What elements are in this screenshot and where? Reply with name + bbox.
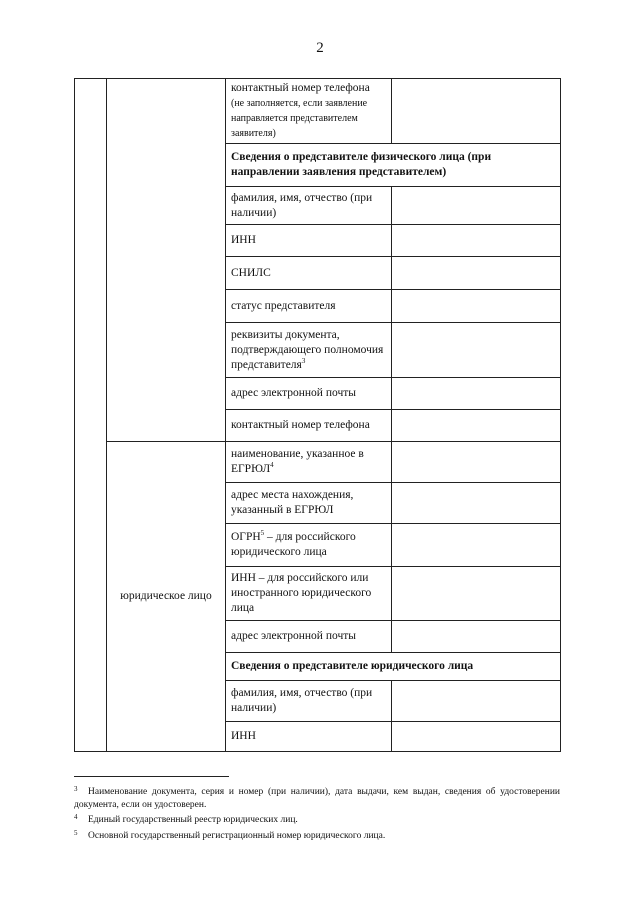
legal-email-label: адрес электронной почты [226,621,392,653]
footnote-5: 5 Основной государственный регистрационный номер юридического лица. [74,828,386,841]
legal-email-value[interactable] [392,621,561,653]
footnote-3: 3 Наименование документа, серия и номер (при наличии), дата выдачи, кем выдан, сведения об удостоверении документа, если он удостоверен. [74,785,560,810]
legal-rep-inn-value[interactable] [392,722,561,752]
application-form-table [74,78,561,752]
legal-representative-section-header: Сведения о представителе юридического лица [226,653,561,681]
footnotes [74,783,560,842]
rep-phone-value[interactable] [392,410,561,442]
page-number: 2 [316,40,324,56]
egrul-name-value[interactable] [392,442,561,483]
rep-snils-value[interactable] [392,257,561,290]
legal-inn-value[interactable] [392,567,561,621]
footnote-ref-3: 3 [301,356,306,365]
rep-snils-label: СНИЛС [226,257,392,290]
rep-full-name-value[interactable] [392,187,561,225]
contact-phone-label: контактный номер телефона [231,82,370,94]
legal-rep-full-name-value[interactable] [392,681,561,722]
rep-email-label: адрес электронной почты [226,378,392,410]
egrul-name-label: наименование, указанное в ЕГРЮЛ$^4$ [226,442,392,483]
footnote-ref-5: 5 [260,529,265,537]
empty-applicant-type-cell [107,79,226,442]
rep-inn-value[interactable] [392,225,561,257]
legal-address-label: адрес места нахождения, указанный в ЕГРЮЛ [226,483,392,524]
legal-rep-full-name-label: фамилия, имя, отчество (при наличии) [226,681,392,722]
rep-email-value[interactable] [392,378,561,410]
rep-inn-label: ИНН [226,225,392,257]
empty-index-column [75,79,107,752]
rep-phone-label: контактный номер телефона [226,410,392,442]
footnote-4: 4 Единый государственный реестр юридических лиц. [74,813,298,825]
rep-status-label: статус представителя [226,290,392,323]
legal-address-value[interactable] [392,483,561,524]
contact-phone-note: (не заполняется, если заявление направляется представителем заявителя) [231,98,368,139]
field-label [226,79,392,144]
table-row [75,79,561,144]
ogrn-label: ОГРН$^5$ – для российского юридического лица [226,524,392,567]
legal-rep-inn-label: ИНН [226,722,392,752]
ogrn-value[interactable] [392,524,561,567]
table-row [75,442,561,483]
rep-full-name-label: фамилия, имя, отчество (при наличии) [226,187,392,225]
rep-authority-doc-label: реквизиты документа, подтверждающего полномочия представителя$^3$ [226,323,392,378]
rep-status-value[interactable] [392,290,561,323]
individual-representative-section-header: Сведения о представителе физического лица (при направлении заявления представителем) [226,144,561,187]
footnote-divider [74,776,229,777]
legal-entity-label: юридическое лицо [107,442,226,752]
footnote-ref-4: 4 [270,461,274,469]
legal-inn-label: ИНН – для российского или иностранного юридического лица [226,567,392,621]
rep-authority-doc-value[interactable] [392,323,561,378]
contact-phone-value[interactable] [392,79,561,144]
